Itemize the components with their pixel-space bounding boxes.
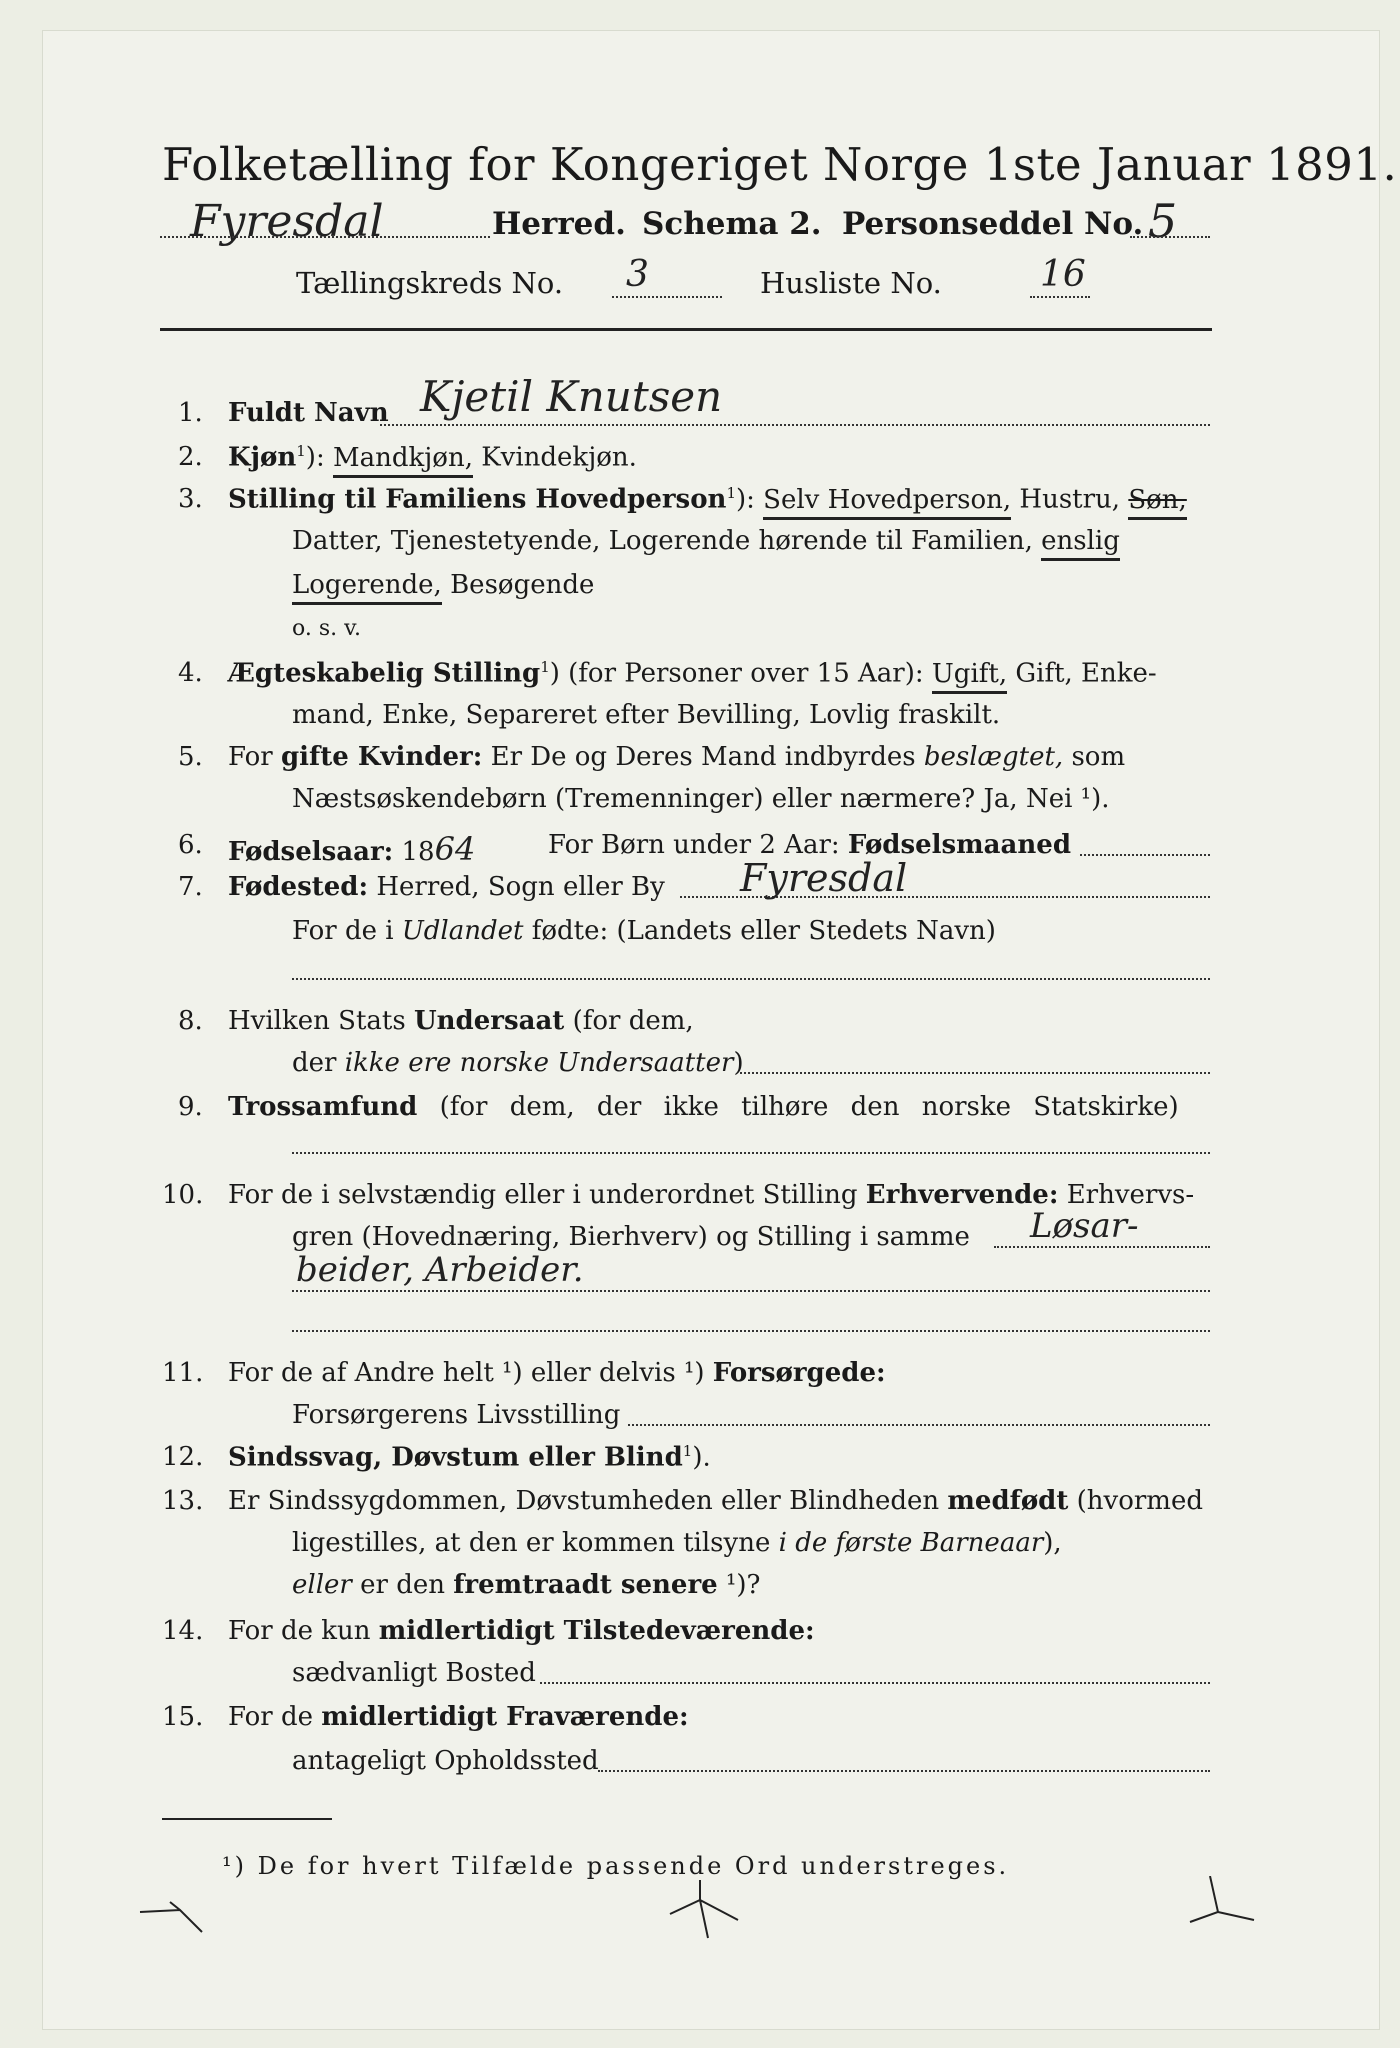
q2-number: 2. (178, 442, 203, 472)
q13-line2 (292, 1528, 1062, 1558)
header-divider (160, 328, 1212, 331)
q7-line1 (228, 872, 665, 902)
q8-line1b: (for dem, (564, 1006, 694, 1036)
q7-line2 (292, 916, 996, 946)
q13-line3-label: fremtraadt senere (453, 1570, 718, 1600)
q13-line1 (228, 1486, 1203, 1516)
q7-birthplace-value: Fyresdal (740, 856, 908, 900)
q7-line2b: fødte: (Landets eller Stedets Navn) (523, 916, 996, 946)
taellingskreds-value: 3 (626, 254, 649, 295)
registration-mark-left (130, 1880, 210, 1940)
q8-line2b: ) (733, 1048, 744, 1078)
q11-line1a: For de af Andre helt ¹) eller delvis ¹) (228, 1358, 713, 1388)
q2-line (228, 442, 637, 473)
q5-line1-text: Er De og Deres Mand indbyrdes (482, 742, 924, 772)
q13-line1b: (hvormed (1068, 1486, 1203, 1516)
q8-line1a: Hvilken Stats (228, 1006, 414, 1036)
q12-number: 12. (162, 1442, 204, 1472)
q10-number: 10. (162, 1180, 204, 1210)
q4-line1 (228, 658, 1157, 689)
q3-line4: o. s. v. (292, 616, 361, 641)
q15-label: midlertidigt Fraværende: (321, 1702, 689, 1732)
q3-option-selv: Selv Hovedperson, (763, 485, 1011, 520)
q2-label: Kjøn (228, 442, 297, 473)
q13-label: medfødt (947, 1486, 1069, 1516)
schema-label: Schema 2. (642, 206, 822, 242)
q15-line1 (228, 1702, 689, 1732)
q8-number: 8. (178, 1006, 203, 1036)
personseddel-value: 5 (1148, 194, 1178, 248)
q5-line1b-text: som (1063, 742, 1126, 772)
q5-number: 5. (178, 742, 203, 772)
q13-line2-italic: i de første Barneaar (778, 1528, 1044, 1558)
q3-line1-rest: Hustru, (1011, 484, 1129, 515)
q8-line2 (292, 1048, 744, 1078)
q1-number: 1. (178, 398, 203, 428)
q5-line1 (228, 742, 1125, 772)
q5-label: gifte Kvinder: (280, 742, 483, 772)
q2-rest: ): (305, 442, 333, 473)
q3-line2-text: Datter, Tjenestetyende, Logerende hørende til Familien, (292, 526, 1042, 556)
footnote-divider (162, 1818, 332, 1820)
q6-prefix: 18 (393, 837, 435, 867)
form-title: Folketælling for Kongeriget Norge 1ste Januar 1891. (162, 138, 1398, 191)
husliste-label: Husliste No. (760, 266, 942, 300)
q5-line2: Næstsøskendebørn (Tremenninger) eller nærmere? Ja, Nei ¹). (292, 784, 1110, 814)
q9-line1-text: (for dem, der ikke tilhøre den norske Statskirke) (417, 1092, 1179, 1122)
q13-line3-italic: eller (292, 1570, 352, 1600)
q2-sup: 1 (296, 442, 306, 460)
q13-line2a: ligestilles, at den er kommen tilsyne (292, 1528, 779, 1558)
q3-rest: ): (736, 484, 764, 515)
q7-line1-text: Herred, Sogn eller By (368, 872, 665, 902)
q6-label: Fødselsaar: (228, 837, 394, 867)
q15-number: 15. (162, 1702, 204, 1732)
q8-line2a: der (292, 1048, 345, 1078)
q5-italic: beslægtet, (923, 742, 1064, 772)
q6-line (228, 830, 475, 868)
herred-value: Fyresdal (190, 196, 384, 247)
q3-option-enslig: enslig (1041, 526, 1120, 561)
q12-line (228, 1442, 711, 1473)
q13-line3a: er den (351, 1570, 454, 1600)
husliste-value: 16 (1040, 254, 1086, 295)
q3-number: 3. (178, 484, 203, 514)
footnote-text: ¹) De for hvert Tilfælde passende Ord understreges. (222, 1852, 1010, 1880)
q4-number: 4. (178, 658, 203, 688)
q10-occupation-value2: beider, Arbeider. (296, 1250, 584, 1290)
q3-line3-rest: Besøgende (441, 570, 595, 600)
q14-pre: For de kun (228, 1616, 379, 1646)
q7-label: Fødested: (228, 872, 369, 902)
q12-sup: 1 (682, 1442, 693, 1460)
q2-option-kvindekjon: Kvindekjøn. (472, 442, 637, 473)
q7-line2a: For de i (292, 916, 402, 946)
q4-line2: mand, Enke, Separeret efter Bevilling, Lovlig fraskilt. (292, 700, 1001, 730)
q13-number: 13. (162, 1486, 204, 1516)
q8-line1 (228, 1006, 694, 1036)
q3-line2 (292, 526, 1120, 556)
q11-label: Forsørgede: (712, 1358, 886, 1388)
herred-label: Herred. (492, 206, 626, 242)
q12-rest: ). (692, 1442, 711, 1473)
q11-line2: Forsørgerens Livsstilling (292, 1400, 621, 1430)
q13-line2b: ), (1043, 1528, 1062, 1558)
q4-line1-text: ) (for Personer over 15 Aar): (549, 658, 932, 689)
q3-label: Stilling til Familiens Hovedperson (228, 484, 727, 515)
q2-option-mandkjon: Mandkjøn, (333, 443, 473, 478)
q4-sup: 1 (540, 658, 550, 676)
q5-pre: For (228, 742, 281, 772)
q4-line1b-text: Gift, Enke- (1007, 658, 1157, 689)
q6-year-value: 64 (434, 830, 476, 868)
q6-mid-text: For Børn under 2 Aar: (548, 830, 848, 860)
q10-occupation-value1: Løsar- (1030, 1206, 1139, 1246)
taellingskreds-label: Tællingskreds No. (296, 266, 564, 300)
q9-line (228, 1092, 1179, 1122)
q1-label: Fuldt Navn (228, 398, 389, 428)
q1-name-value: Kjetil Knutsen (420, 372, 723, 421)
q12-label: Sindssvag, Døvstum eller Blind (228, 1442, 683, 1473)
q13-line1a: Er Sindssygdommen, Døvstumheden eller Blindheden (228, 1486, 948, 1516)
q11-number: 11. (162, 1358, 204, 1388)
q10-line2: gren (Hovednæring, Bierhverv) og Stilling i samme (292, 1222, 970, 1252)
q3-option-son: Søn, (1128, 485, 1186, 520)
q9-label: Trossamfund (228, 1092, 418, 1122)
q15-line2: antageligt Opholdssted (292, 1746, 599, 1776)
q10-line1a: For de i selvstændig eller i underordnet Stilling (228, 1180, 866, 1210)
q4-label: Ægteskabelig Stilling (228, 658, 541, 689)
q14-line2: sædvanligt Bosted (292, 1658, 536, 1688)
q3-option-logerende: Logerende, (292, 570, 442, 605)
q11-line1 (228, 1358, 886, 1388)
q10-line1b: Erhvervs- (1058, 1180, 1195, 1210)
q6-label2: Fødselsmaaned (847, 830, 1072, 860)
q14-number: 14. (162, 1616, 204, 1646)
q3-line3 (292, 570, 594, 600)
q8-line2-italic: ikke ere norske Undersaatter (344, 1048, 734, 1078)
q6-number: 6. (178, 830, 203, 860)
q15-pre: For de (228, 1702, 322, 1732)
q13-line3b: ¹)? (717, 1570, 761, 1600)
q10-label: Erhvervende: (865, 1180, 1059, 1210)
q8-label: Undersaat (413, 1006, 565, 1036)
q7-number: 7. (178, 872, 203, 902)
q7-line2-italic: Udlandet (401, 916, 524, 946)
q3-sup: 1 (726, 484, 736, 502)
q13-line3 (292, 1570, 760, 1600)
registration-mark-right (1170, 1876, 1260, 1946)
registration-mark-center (660, 1880, 750, 1950)
q3-line1 (228, 484, 1187, 515)
personseddel-label: Personseddel No. (842, 206, 1144, 242)
q4-option-ugift: Ugift, (932, 659, 1007, 694)
q14-line1 (228, 1616, 815, 1646)
q9-number: 9. (178, 1092, 203, 1122)
q14-label: midlertidigt Tilstedeværende: (378, 1616, 815, 1646)
